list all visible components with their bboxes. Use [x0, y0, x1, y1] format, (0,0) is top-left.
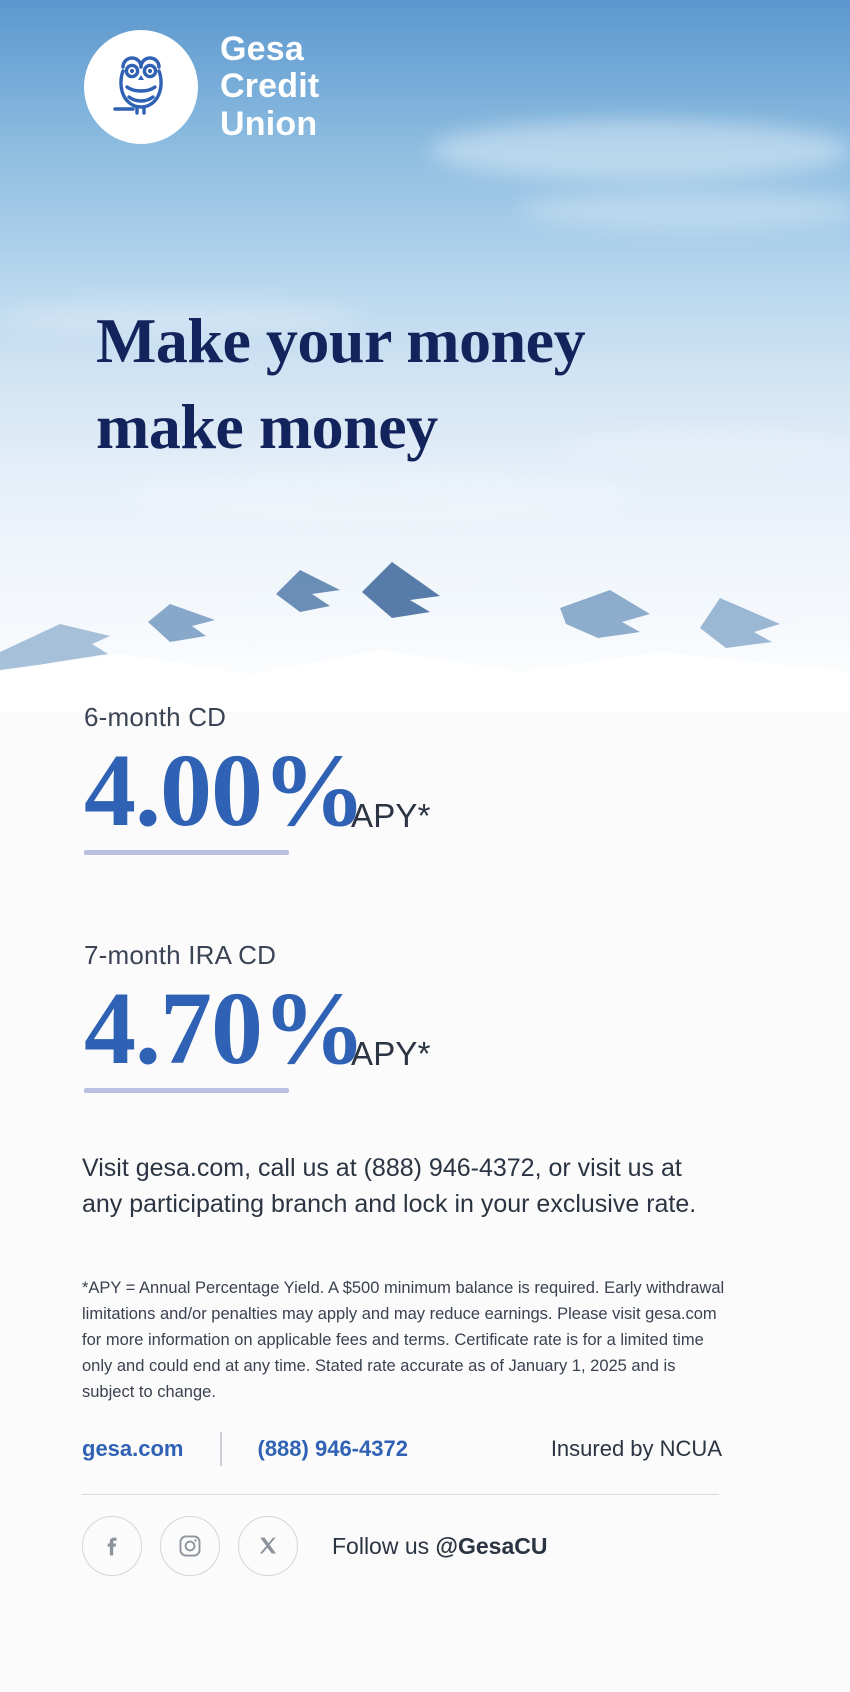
instagram-icon[interactable] [160, 1516, 220, 1576]
apy-wrap [351, 797, 431, 843]
rate-term-label: 7-month IRA CD [84, 940, 277, 970]
hero-banner [0, 0, 850, 712]
social-row [82, 1516, 547, 1576]
rate-underline [84, 850, 289, 855]
cloud-wisp [430, 120, 850, 180]
hero-headline: Make your money make money [96, 305, 586, 462]
instagram-glyph [177, 1533, 203, 1559]
rate-value: 4.00% [84, 733, 365, 848]
rate-value: 4.70% [84, 971, 365, 1086]
rate-underline [84, 1088, 289, 1093]
social-handle: @GesaCU [435, 1532, 548, 1559]
ncua-notice: Insured by NCUA [550, 1436, 722, 1461]
cloud-wisp [520, 190, 850, 230]
logo-badge [84, 30, 198, 144]
follow-text [332, 1533, 547, 1560]
apy-label: APY* [351, 797, 431, 834]
x-twitter-icon[interactable] [238, 1516, 298, 1576]
website-link[interactable]: gesa.com [82, 1436, 184, 1461]
facebook-glyph [99, 1533, 125, 1559]
rate-figure [84, 733, 431, 848]
rate-figure [84, 971, 431, 1086]
owl-icon [101, 47, 181, 127]
rate-term-label: 6-month CD [84, 702, 227, 732]
apy-label: APY* [351, 1035, 431, 1072]
divider [220, 1432, 222, 1466]
rate-block-2 [84, 940, 431, 1086]
disclaimer-text: *APY = Annual Percentage Yield. A $500 minimum balance is required. Early withdrawal limitations and/or penalties may apply and may reduce earnings. Please visit gesa.com for more information on applicable fees and terms. Certificate rate is for a limited time only and could end at any time. Stated rate accurate as of January 1, 2025 and is subject to change. [82, 1279, 725, 1401]
rate-block-1 [84, 702, 431, 848]
brand-logo[interactable] [84, 30, 319, 144]
footer-divider [82, 1494, 719, 1495]
phone-link[interactable]: (888) 946-4372 [257, 1436, 408, 1461]
facebook-icon[interactable] [82, 1516, 142, 1576]
apy-wrap [351, 1035, 431, 1081]
cta-text: Visit gesa.com, call us at (888) 946-4372, or visit us at any participating branch and lock in your exclusive rate. [82, 1154, 697, 1218]
mountain-illustration [0, 532, 850, 712]
x-glyph [256, 1534, 280, 1558]
footer-links [82, 1432, 722, 1466]
follow-prefix: Follow us [332, 1532, 436, 1559]
cloud-wisp [120, 470, 640, 520]
brand-name: Gesa Credit Union [220, 29, 320, 143]
